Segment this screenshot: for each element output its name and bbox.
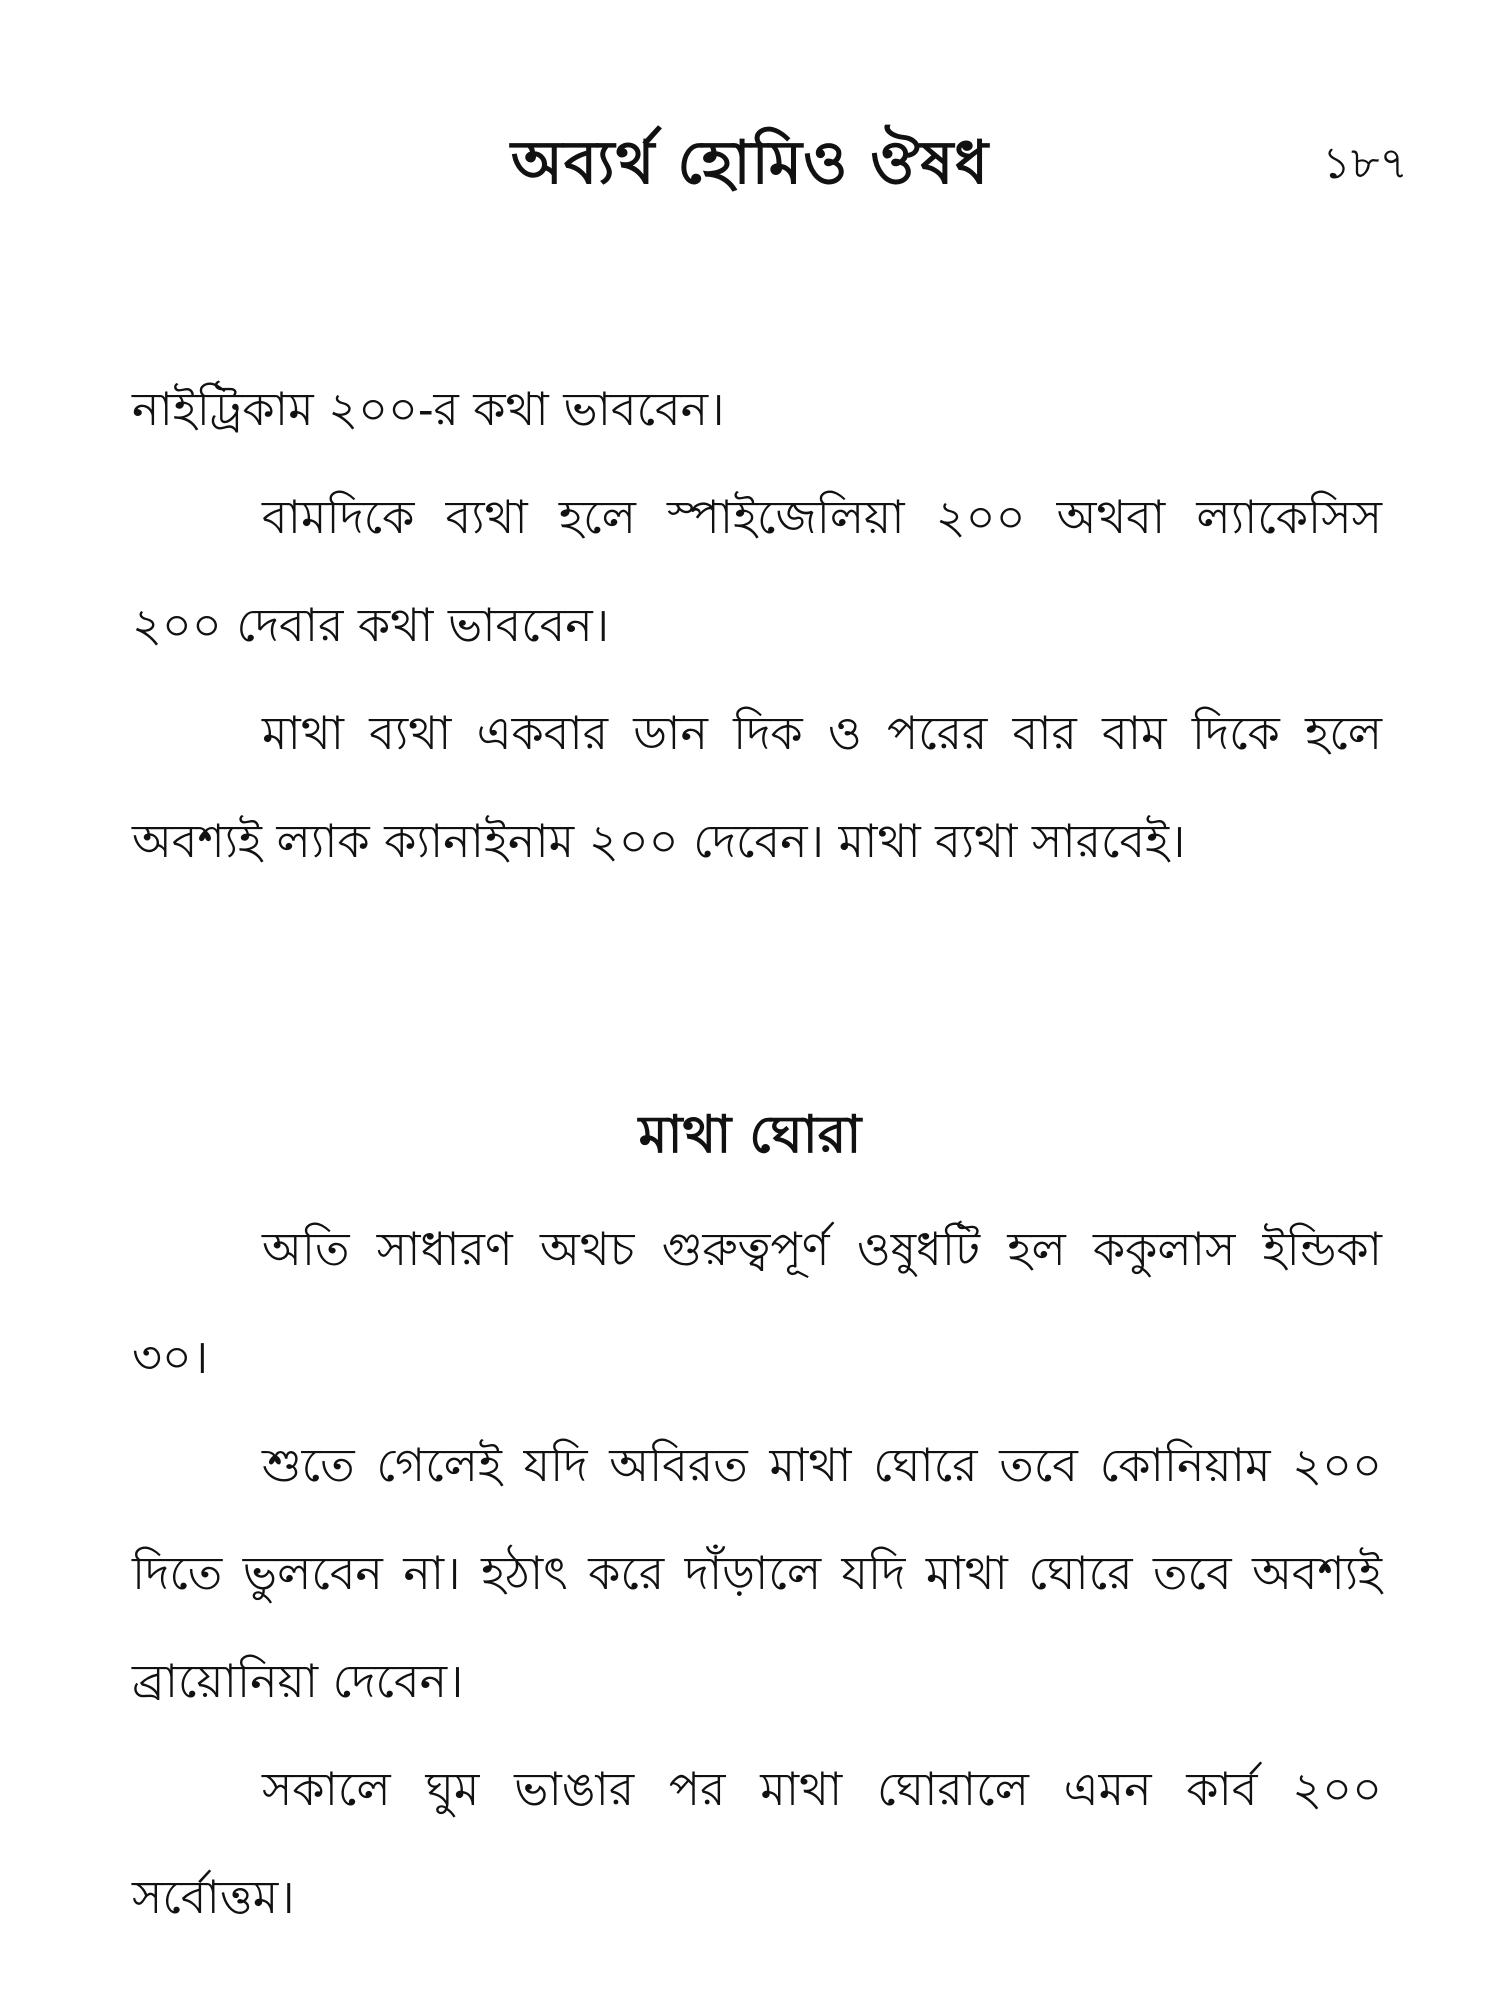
paragraph-morning: সকালে ঘুম ভাঙার পর মাথা ঘোরালে এমন কার্ব ২০০ সর্বোত্তম। <box>132 1762 1382 1924</box>
section-text-block <box>132 1195 1382 1951</box>
section-heading: মাথা ঘোরা <box>638 1104 862 1165</box>
paragraph-alternating-pain: মাথা ব্যথা একবার ডান দিক ও পরের বার বাম দিকে হলে অবশ্যই ল্যাক ক্যানাইনাম ২০০ দেবেন। মাথা ব্যথা সারবেই। <box>132 706 1382 868</box>
page-number: ১৮৭ <box>1322 138 1408 189</box>
running-header <box>0 118 1500 208</box>
paragraph-lying-standing: শুতে গেলেই যদি অবিরত মাথা ঘোরে তবে কোনিয়াম ২০০ দিতে ভুলবেন না। হঠাৎ করে দাঁড়ালে যদি মাথা ঘোরে তবে অবশ্যই ব্রায়োনিয়া দেবেন। <box>132 1438 1382 1708</box>
paragraph-general-remedy: অতি সাধারণ অথচ গুরুত্বপূর্ণ ওষুধটি হল ককুলাস ইন্ডিকা ৩০। <box>132 1222 1382 1384</box>
book-title: অব্যর্থ হোমিও ঔষধ <box>510 128 990 198</box>
paragraph-left-side-pain: বামদিকে ব্যথা হলে স্পাইজেলিয়া ২০০ অথবা ল্যাকেসিস ২০০ দেবার কথা ভাববেন। <box>132 490 1382 652</box>
paragraph-continuation: নাইট্রিকাম ২০০-র কথা ভাববেন। <box>132 382 725 436</box>
top-text-block <box>132 355 1382 895</box>
